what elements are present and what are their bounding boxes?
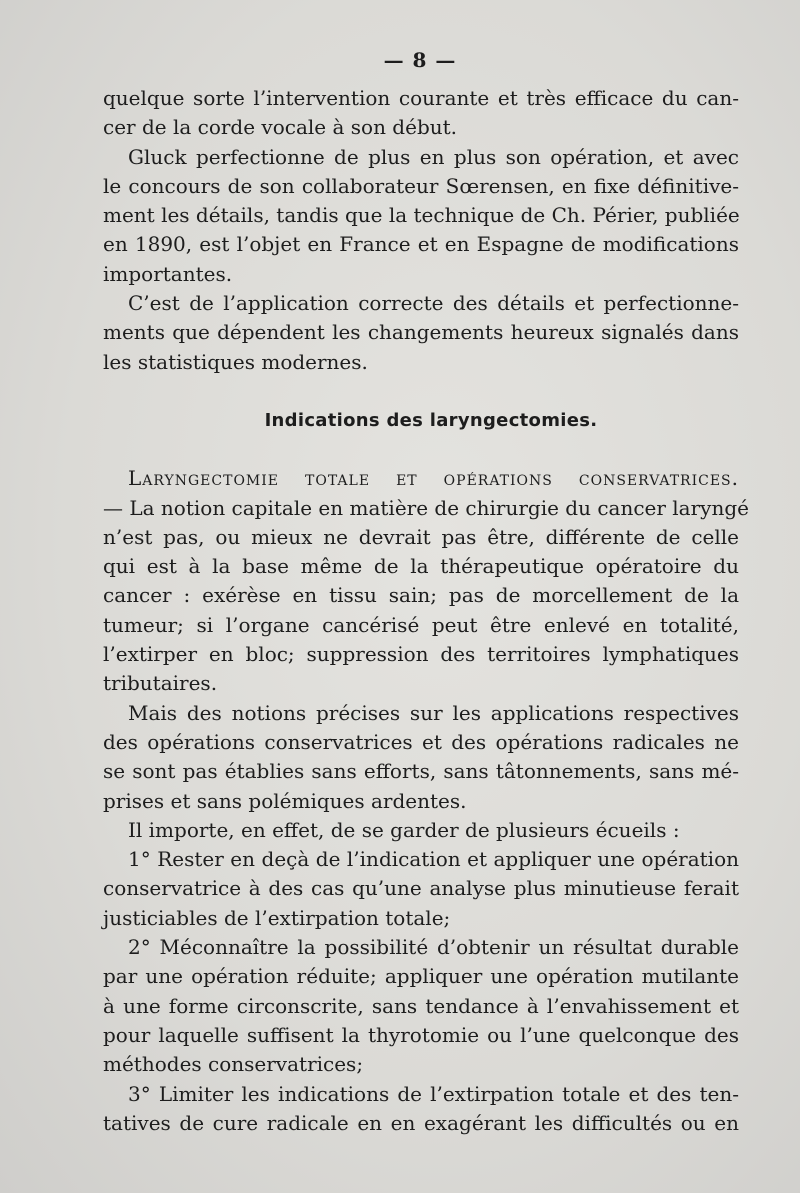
text-line: le concours de son collaborateur Sœrensen, en fixe définitive-: [103, 173, 739, 198]
list-item-line: à une forme circonscrite, sans tendance à l’envahissement et: [103, 993, 739, 1018]
text-line: Mais des notions précises sur les applications respectives: [128, 700, 739, 725]
list-item-line: méthodes conservatrices;: [103, 1052, 364, 1077]
text-line: l’extirper en bloc; suppression des territoires lymphatiques: [103, 642, 739, 667]
text-line: se sont pas établies sans efforts, sans tâtonnements, sans mé-: [103, 759, 739, 784]
list-item-line: justiciables de l’extirpation totale;: [103, 905, 451, 930]
list-item-line: tatives de cure radicale en en exagérant les difficultés ou en: [103, 1110, 739, 1135]
text-line: Il importe, en effet, de se garder de plusieurs écueils :: [128, 817, 680, 842]
text-line: Gluck perfectionne de plus en plus son opération, et avec: [128, 144, 739, 169]
text-line: n’est pas, ou mieux ne devrait pas être, différente de celle: [103, 524, 739, 549]
text-line: prises et sans polémiques ardentes.: [103, 788, 467, 813]
text-line: C’est de l’application correcte des détails et perfectionne-: [128, 291, 739, 316]
list-item-line: par une opération réduite; appliquer une opération mutilante: [103, 964, 739, 989]
text-line: qui est à la base même de la thérapeutique opératoire du: [103, 554, 739, 579]
text-line: en 1890, est l’objet en France et en Espagne de modifications: [103, 232, 739, 257]
spacer: [103, 377, 739, 406]
text-line: des opérations conservatrices et des opérations radicales ne: [103, 729, 739, 754]
text-line: quelque sorte l’intervention courante et très efficace du can-: [103, 86, 739, 110]
list-item-line: conservatrice à des cas qu’une analyse plus minutieuse ferait: [103, 876, 739, 901]
page-number: — 8 —: [383, 48, 457, 72]
text-line: tributaires.: [103, 671, 218, 696]
text-line: cancer : exérèse en tissu sain; pas de morcellement de la: [103, 583, 739, 608]
section-heading: Indications des laryngectomies.: [264, 409, 598, 431]
text-line: cer de la corde vocale à son début.: [103, 115, 458, 140]
text-line: tumeur; si l’organe cancérisé peut être enlevé en totalité,: [103, 612, 739, 637]
text-line: ment les détails, tandis que la technique de Ch. Périer, publiée: [103, 203, 740, 228]
spacer: [103, 435, 739, 464]
text-line: — La notion capitale en matière de chirurgie du cancer laryngé: [103, 495, 749, 520]
list-item-line: 1° Rester en deçà de l’indication et appliquer une opération: [128, 847, 739, 872]
run-in-heading: Laryngectomie totale et opérations conservatrices.: [128, 466, 739, 491]
list-item-line: 2° Méconnaître la possibilité d’obtenir un résultat durable: [128, 935, 739, 960]
list-item-line: 3° Limiter les indications de l’extirpation totale et des ten-: [128, 1081, 739, 1106]
list-item-line: pour laquelle suffisent la thyrotomie ou l’une quelconque des: [103, 1022, 739, 1047]
text-line: les statistiques modernes.: [103, 349, 368, 374]
text-line: ments que dépendent les changements heureux signalés dans: [103, 320, 739, 345]
body-text: [103, 84, 749, 1138]
text-line: importantes.: [103, 261, 233, 286]
